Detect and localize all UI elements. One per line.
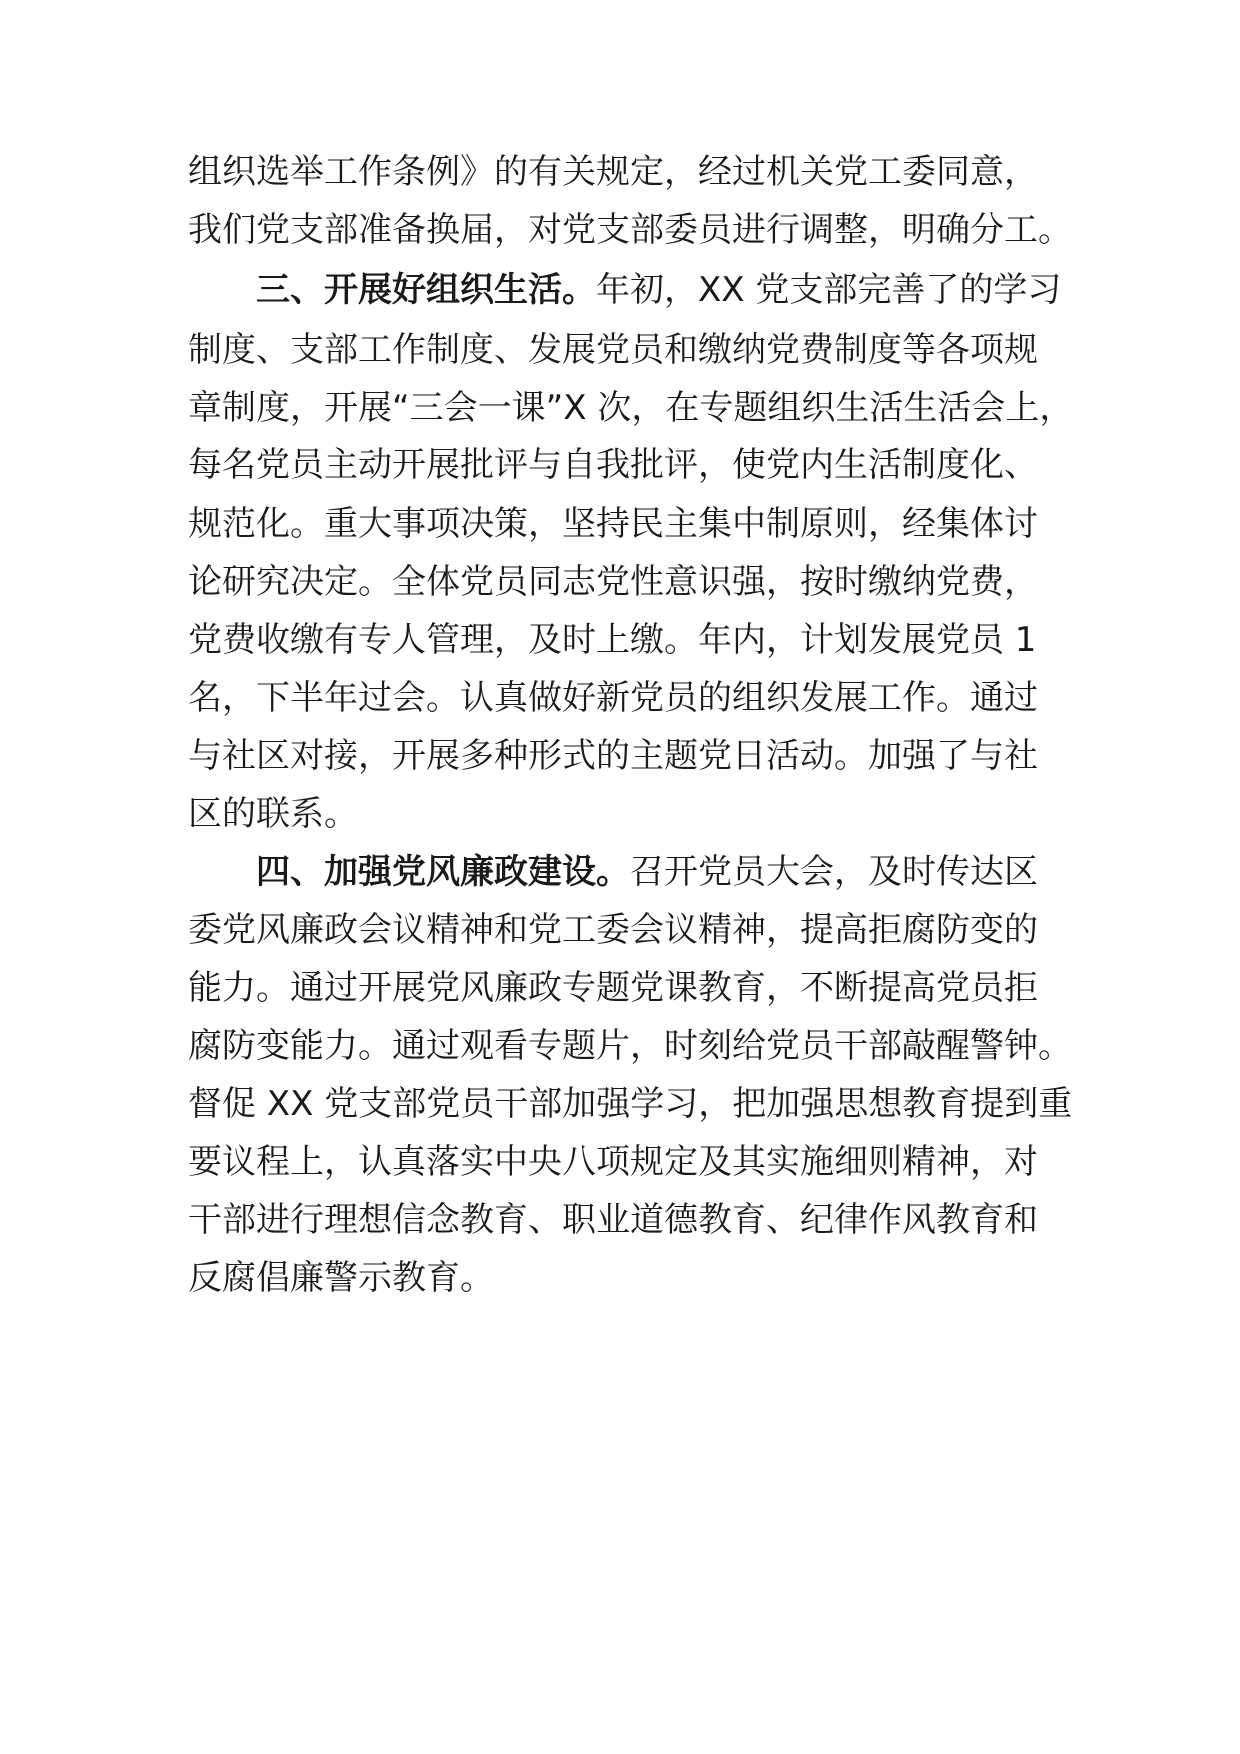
paragraph-2-line-4: 每名党员主动开展批评与自我批评，使党内生活制度化、 bbox=[188, 445, 1038, 485]
paragraph-3-line-1 bbox=[256, 852, 1038, 892]
paragraph-2-line-9: 与社区对接，开展多种形式的主题党日活动。加强了与社 bbox=[188, 736, 1038, 776]
paragraph-3-line-1-text: 召开党员大会，及时传达区 bbox=[630, 852, 1038, 892]
paragraph-3-line-4: 腐防变能力。通过观看专题片，时刻给党员干部敲醒警钟。 bbox=[188, 1026, 1072, 1066]
paragraph-2-line-7: 党费收缴有专人管理，及时上缴。年内，计划发展党员 1 bbox=[188, 620, 1037, 660]
paragraph-2-line-6: 论研究决定。全体党员同志党性意识强，按时缴纳党费， bbox=[188, 562, 1038, 602]
paragraph-3-line-8: 反腐倡廉警示教育。 bbox=[188, 1258, 494, 1298]
paragraph-2-line-3: 章制度，开展“三会一课”X 次，在专题组织生活生活会上， bbox=[188, 388, 1074, 428]
section-heading-organization-life: 三、开展好组织生活。 bbox=[256, 270, 596, 310]
paragraph-2-line-1 bbox=[256, 270, 1061, 310]
paragraph-2-line-1-text: 年初，XX 党支部完善了的学习 bbox=[596, 270, 1062, 310]
paragraph-3-line-3: 能力。通过开展党风廉政专题党课教育，不断提高党员拒 bbox=[188, 968, 1038, 1008]
paragraph-1-line-1: 组织选举工作条例》的有关规定，经过机关党工委同意， bbox=[188, 152, 1038, 192]
paragraph-3-line-6: 要议程上，认真落实中央八项规定及其实施细则精神，对 bbox=[188, 1142, 1038, 1182]
section-heading-integrity-building: 四、加强党风廉政建设。 bbox=[256, 852, 630, 892]
paragraph-1-line-2: 我们党支部准备换届，对党支部委员进行调整，明确分工。 bbox=[188, 210, 1072, 250]
paragraph-3-line-7: 干部进行理想信念教育、职业道德教育、纪律作风教育和 bbox=[188, 1200, 1038, 1240]
paragraph-3-line-2: 委党风廉政会议精神和党工委会议精神，提高拒腐防变的 bbox=[188, 910, 1038, 950]
paragraph-2-line-2: 制度、支部工作制度、发展党员和缴纳党费制度等各项规 bbox=[188, 330, 1038, 370]
paragraph-2-line-10: 区的联系。 bbox=[188, 794, 358, 834]
paragraph-2-line-8: 名，下半年过会。认真做好新党员的组织发展工作。通过 bbox=[188, 678, 1038, 718]
paragraph-2-line-5: 规范化。重大事项决策，坚持民主集中制原则，经集体讨 bbox=[188, 504, 1038, 544]
paragraph-3-line-5: 督促 XX 党支部党员干部加强学习，把加强思想教育提到重 bbox=[188, 1084, 1073, 1124]
